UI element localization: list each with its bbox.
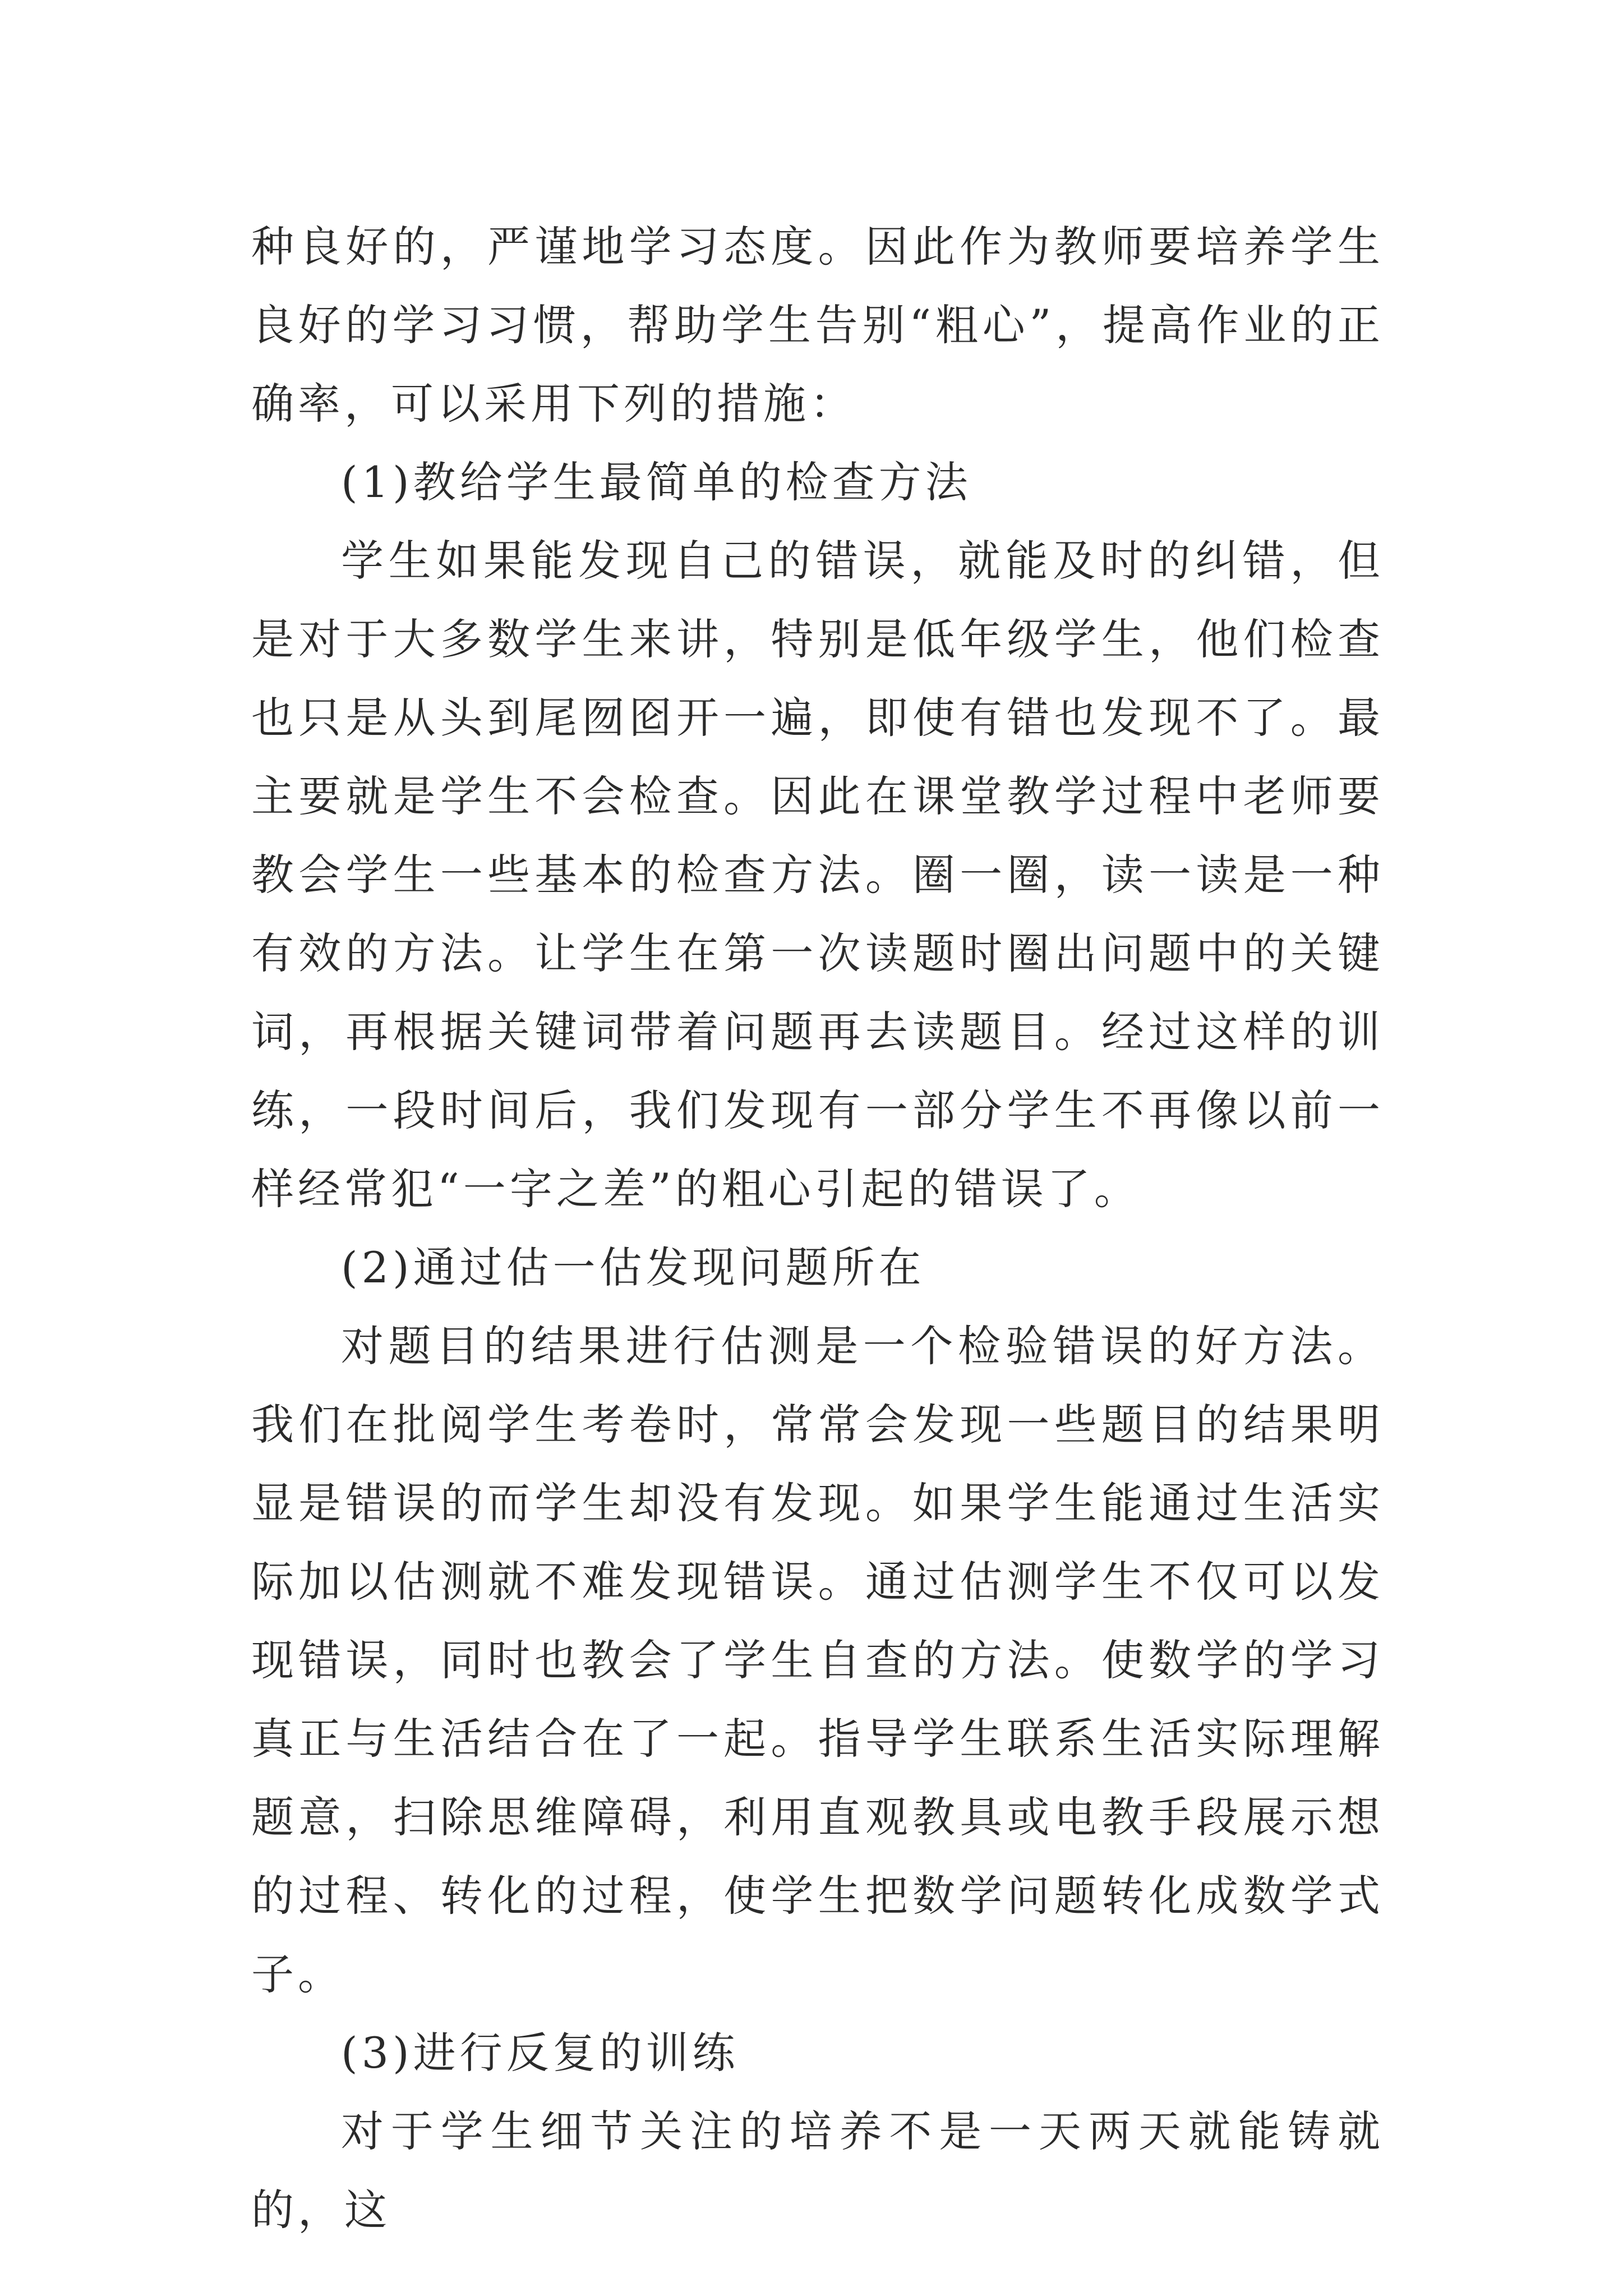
section-heading-2: (2)通过估一估发现问题所在 (341, 1243, 925, 1292)
section-heading-3: (3)进行反复的训练 (341, 2028, 739, 2078)
paragraph-intro: 种良好的，严谨地学习态度。因此作为教师要培养学生良好的学习习惯，帮助学生告别“粗心”，提高作业的正确率，可以采用下列的措施： (251, 222, 1384, 429)
paragraph-section-3: 对于学生细节关注的培养不是一天两天就能铸就的，这 (251, 2106, 1384, 2235)
section-heading-1: (1)教给学生最简单的检查方法 (341, 457, 972, 507)
paragraph-section-2: 对题目的结果进行估测是一个检验错误的好方法。我们在批阅学生考卷时，常常会发现一些题目的结果明显是错误的而学生却没有发现。如果学生能通过生活实际加以估测就不难发现错误。通过估测学生不仅可以发现错误，同时也教会了学生自查的方法。使数学的学习真正与生活结合在了一起。指导学生联系生活实际理解题意，扫除思维障碍，利用直观教具或电教手段展示想的过程、转化的过程，使学生把数学问题转化成数学式子。 (251, 1321, 1384, 1999)
document-body (251, 208, 1384, 2249)
paragraph-section-1: 学生如果能发现自己的错误，就能及时的纠错，但是对于大多数学生来讲，特别是低年级学生，他们检查也只是从头到尾囫囵开一遍，即使有错也发现不了。最主要就是学生不会检查。因此在课堂教学过程中老师要教会学生一些基本的检查方法。圈一圈，读一读是一种有效的方法。让学生在第一次读题时圈出问题中的关键词，再根据关键词带着问题再去读题目。经过这样的训练，一段时间后，我们发现有一部分学生不再像以前一样经常犯“一字之差”的粗心引起的错误了。 (251, 536, 1384, 1214)
